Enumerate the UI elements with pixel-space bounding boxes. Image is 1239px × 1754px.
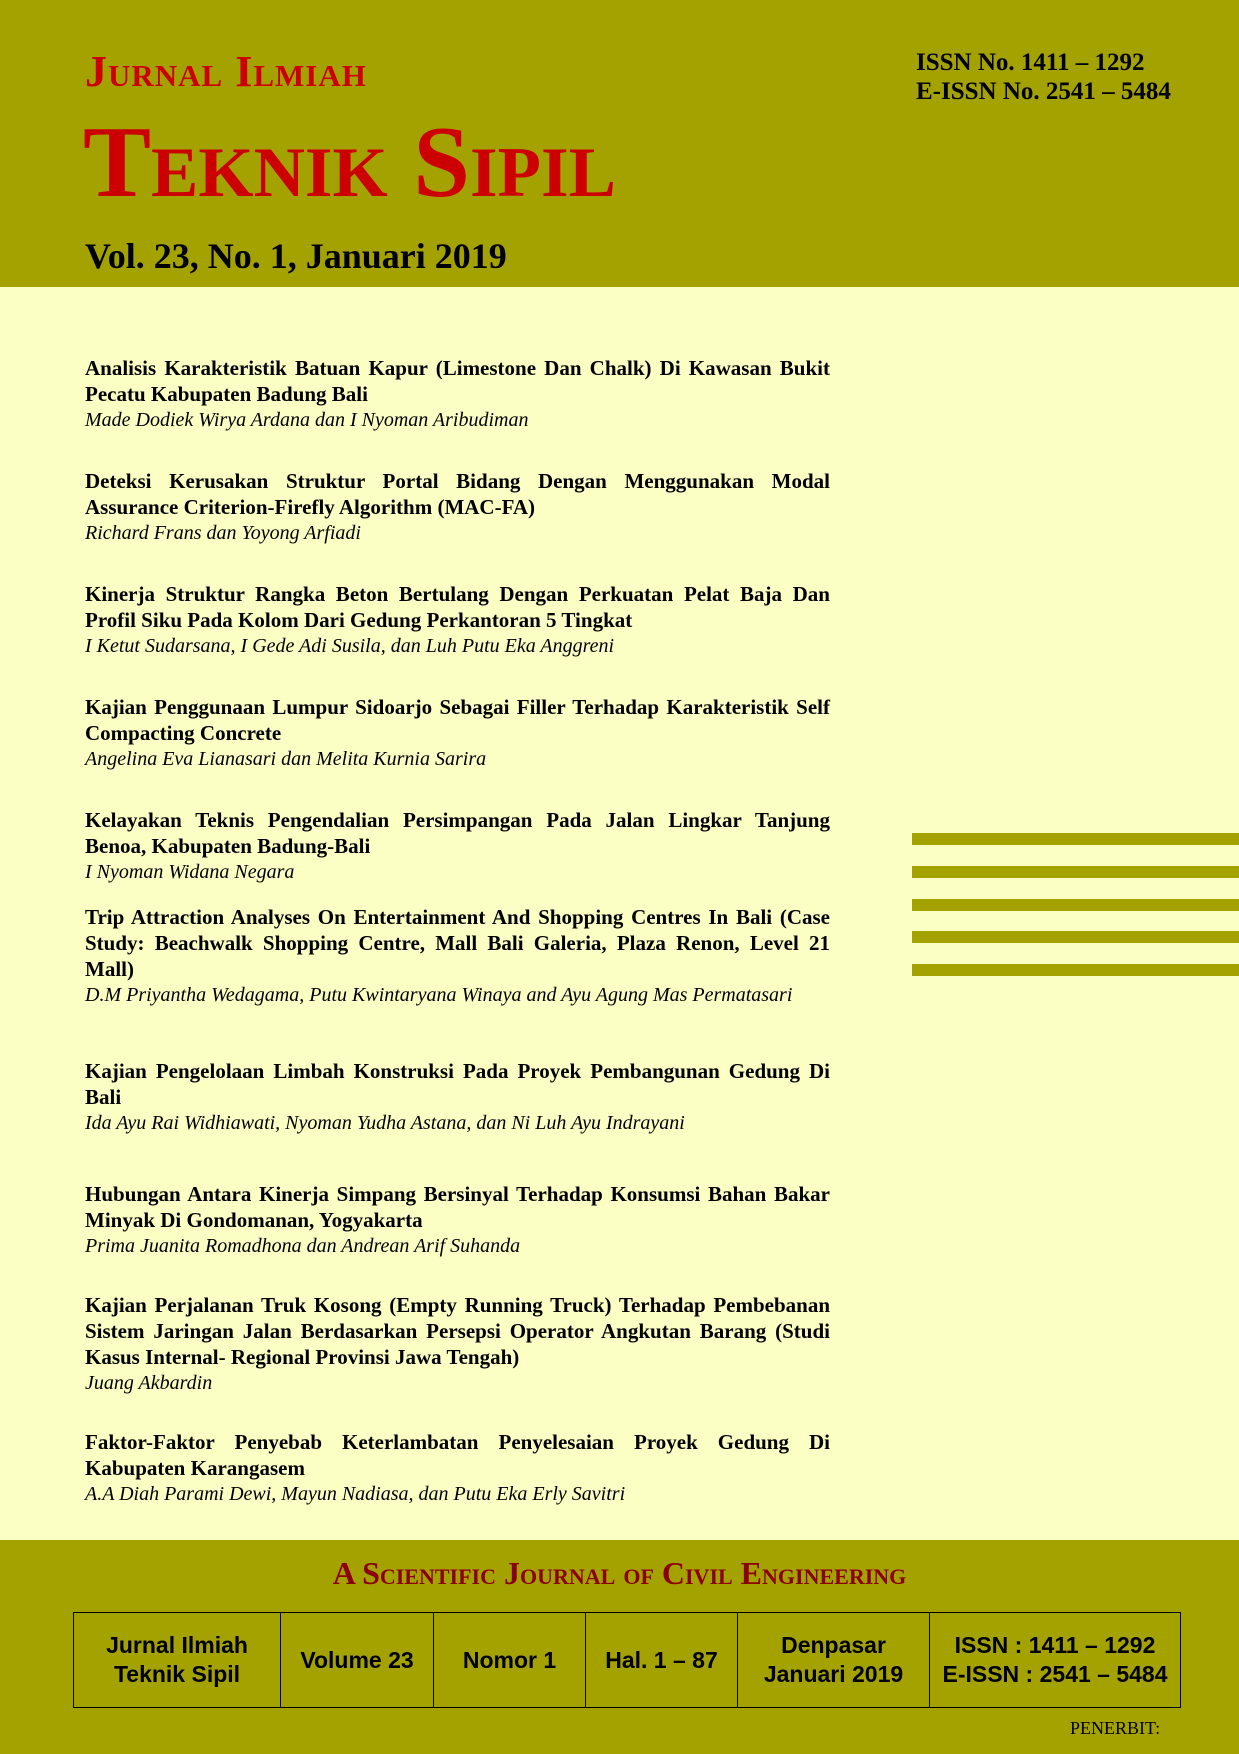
info-cell-place-date xyxy=(738,1613,930,1707)
article-title: Trip Attraction Analyses On Entertainment And Shopping Centres In Bali (Case Study: Beachwalk Shopping Centre, Mall Bali Galeria, Plaza Renon, Level 21 Mall) xyxy=(85,905,830,981)
article-authors: Ida Ayu Rai Widhiawati, Nyoman Yudha Astana, dan Ni Luh Ayu Indrayani xyxy=(85,1112,685,1134)
info-cell-journal xyxy=(74,1613,281,1707)
article-7 xyxy=(85,1058,830,1136)
info-line: Denpasar xyxy=(781,1632,886,1658)
article-3 xyxy=(85,581,830,659)
publisher-label: PENERBIT: xyxy=(1070,1718,1161,1738)
info-line: E-ISSN : 2541 – 5484 xyxy=(942,1661,1168,1687)
article-authors: I Nyoman Widana Negara xyxy=(85,861,295,883)
info-line: Nomor 1 xyxy=(462,1646,557,1673)
journal-subtitle: A Scientific Journal of Civil Engineering xyxy=(332,1555,907,1591)
article-title: Faktor-Faktor Penyebab Keterlambatan Penyelesaian Proyek Gedung Di Kabupaten Karangasem xyxy=(85,1430,830,1480)
volume-line: Vol. 23, No. 1, Januari 2019 xyxy=(85,236,507,276)
journal-title-small: Jurnal Ilmiah xyxy=(85,47,367,96)
article-authors: D.M Priyantha Wedagama, Putu Kwintaryana Winaya and Ayu Agung Mas Permatasari xyxy=(85,984,793,1006)
article-1 xyxy=(85,355,830,433)
article-title: Kelayakan Teknis Pengendalian Persimpangan Pada Jalan Lingkar Tanjung Benoa, Kabupaten Badung-Bali xyxy=(85,808,830,858)
article-authors: A.A Diah Parami Dewi, Mayun Nadiasa, dan Putu Eka Erly Savitri xyxy=(85,1483,626,1505)
decorative-stripe xyxy=(912,866,1239,878)
article-2 xyxy=(85,468,830,546)
article-5 xyxy=(85,807,830,885)
article-title: Kinerja Struktur Rangka Beton Bertulang Dengan Perkuatan Pelat Baja Dan Profil Siku Pada Kolom Dari Gedung Perkantoran 5 Tingkat xyxy=(85,582,830,632)
article-authors: I Ketut Sudarsana, I Gede Adi Susila, dan Luh Putu Eka Anggreni xyxy=(85,635,615,657)
eissn-text: E-ISSN No. 2541 – 5484 xyxy=(916,78,1171,105)
article-title: Kajian Pengelolaan Limbah Konstruksi Pada Proyek Pembangunan Gedung Di Bali xyxy=(85,1059,830,1109)
article-title: Analisis Karakteristik Batuan Kapur (Limestone Dan Chalk) Di Kawasan Bukit Pecatu Kabupaten Badung Bali xyxy=(85,356,830,406)
article-9 xyxy=(85,1292,830,1396)
article-title: Hubungan Antara Kinerja Simpang Bersinyal Terhadap Konsumsi Bahan Bakar Minyak Di Gondomanan, Yogyakarta xyxy=(85,1182,830,1232)
info-line: Hal. 1 – 87 xyxy=(605,1646,718,1673)
article-authors: Prima Juanita Romadhona dan Andrean Arif Suhanda xyxy=(85,1235,521,1257)
decorative-stripe xyxy=(912,833,1239,845)
decorative-stripe xyxy=(912,899,1239,911)
article-authors: Juang Akbardin xyxy=(85,1372,213,1394)
article-title: Kajian Penggunaan Lumpur Sidoarjo Sebagai Filler Terhadap Karakteristik Self Compacting Concrete xyxy=(85,695,830,745)
info-line: Volume 23 xyxy=(300,1646,414,1673)
article-authors: Angelina Eva Lianasari dan Melita Kurnia Sarira xyxy=(85,748,487,770)
article-title: Deteksi Kerusakan Struktur Portal Bidang Dengan Menggunakan Modal Assurance Criterion-Firefly Algorithm (MAC-FA) xyxy=(85,469,830,519)
info-cell-pages xyxy=(586,1613,738,1707)
journal-title-big: Teknik Sipil xyxy=(83,106,616,219)
info-line: Teknik Sipil xyxy=(113,1661,241,1687)
issn-text: ISSN No. 1411 – 1292 xyxy=(916,49,1145,76)
info-cell-number xyxy=(434,1613,586,1707)
info-cell-issn xyxy=(930,1613,1180,1707)
article-authors: Richard Frans dan Yoyong Arfiadi xyxy=(85,522,361,544)
decorative-stripe xyxy=(912,964,1239,976)
info-line: ISSN : 1411 – 1292 xyxy=(954,1632,1156,1658)
info-cell-volume xyxy=(281,1613,434,1707)
article-10 xyxy=(85,1429,830,1507)
issn-block xyxy=(916,48,1171,106)
article-title: Kajian Perjalanan Truk Kosong (Empty Running Truck) Terhadap Pembebanan Sistem Jaringan Jalan Berdasarkan Persepsi Operator Angkutan Barang (Studi Kasus Internal- Regional Provinsi Jawa Tengah) xyxy=(85,1293,830,1369)
decorative-stripe xyxy=(912,931,1239,943)
article-4 xyxy=(85,694,830,772)
info-line: Januari 2019 xyxy=(763,1661,904,1687)
journal-info-table xyxy=(73,1612,1181,1708)
article-8 xyxy=(85,1181,830,1259)
article-6 xyxy=(85,904,830,1008)
article-authors: Made Dodiek Wirya Ardana dan I Nyoman Aribudiman xyxy=(85,409,529,431)
info-line: Jurnal Ilmiah xyxy=(106,1632,248,1658)
